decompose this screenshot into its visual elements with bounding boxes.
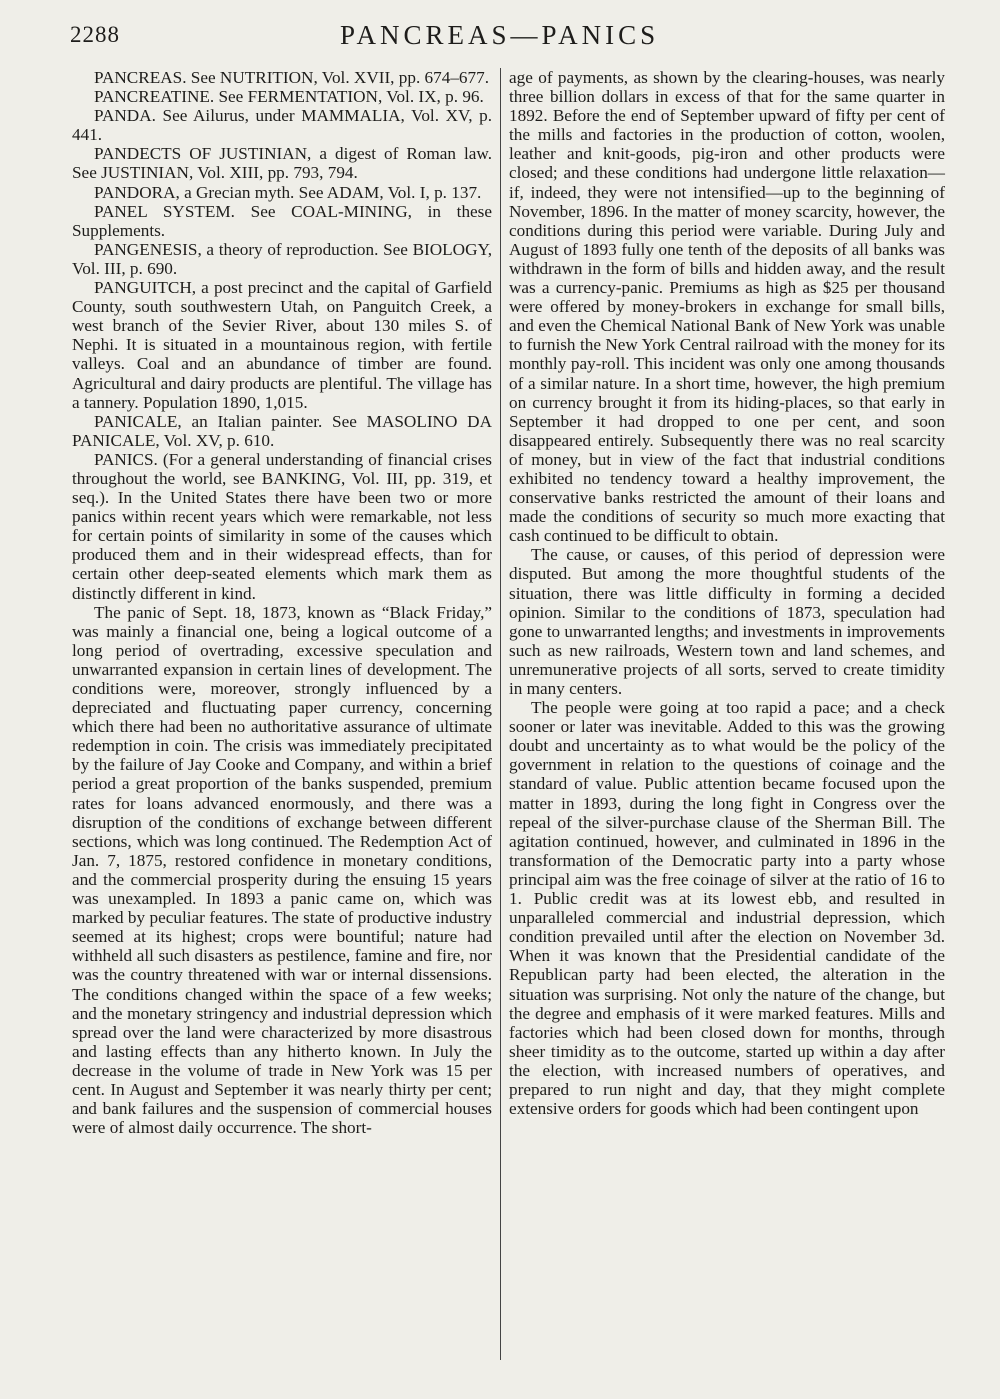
entry-panguitch: PANGUITCH, a post precinct and the capital of Garfield County, south southwestern Utah, on Panguitch Creek, a west branch of the Sevier River, about 130 miles S. of Nephi. It is situated in a mountainous region, with fertile valleys. Coal and an abundance of timber are found. Agricultural and dairy products are plentiful. The village has a tannery. Population 1890, 1,015. — [72, 278, 492, 412]
right-column — [509, 68, 945, 1118]
running-head-title: PANCREAS—PANICS — [340, 20, 660, 50]
panics-paragraph-1873: The panic of Sept. 18, 1873, known as “Black Friday,” was mainly a financial one, being a logical outcome of a long period of overtrading, excessive speculation and unwarranted expansion in certain lines of development. The conditions were, moreover, strongly influenced by a depreciated and fluctuating paper currency, concerning which there had been no authoritative assurance of ultimate redemption in coin. The crisis was immediately precipitated by the failure of Jay Cooke and Company, and within a brief period a great proportion of the banks suspended, premium rates for loans advanced enormously, and there was a disruption of the conditions of exchange between different sections, which was long continued. The Redemption Act of Jan. 7, 1875, restored confidence in monetary conditions, and the commercial prosperity during the ensuing 15 years was unexampled. In 1893 a panic came on, which was marked by peculiar features. The state of productive industry seemed at its highest; crops were bountiful; nature had withheld all such disasters as pestilence, famine and fire, nor was the country threatened with war or internal dissensions. The conditions changed within the space of a few weeks; and the monetary stringency and industrial depression which spread over the land were characterized by more disastrous and lasting effects than any hitherto known. In July the decrease in the volume of trade in New York was 15 per cent. In August and September it was nearly thirty per cent; and bank failures and the suspension of commercial houses were of almost daily occurrence. The short- — [72, 602, 492, 1138]
panics-paragraph-people: The people were going at too rapid a pace; and a check sooner or later was inevitable. Added to this was the growing doubt and uncertainty as to what would be the policy of the government in relation to the questions of coinage and the standard of value. Public attention became focused upon the matter in 1893, during the long fight in Congress over the repeal of the silver-purchase clause of the Sherman Bill. The agitation continued, however, and culminated in 1896 in the transformation of the Democratic party into a party whose principal aim was the free coinage of silver at the ratio of 16 to 1. Public credit was at its lowest ebb, and resulted in unparalleled commercial and industrial depression, which condition prevailed until after the election on November 3d. When it was known that the Presidential candidate of the Republican party had been elected, the alteration in the situation was surprising. Not only the nature of the change, but the degree and emphasis of it were marked features. Mills and factories which had been closed down for months, through sheer timidity as to the outcome, started up within a day after the election, with increased numbers of operatives, and prepared to run night and day, that they might complete extensive orders for goods which had been contingent upon — [509, 698, 945, 1119]
entry-panda: PANDA. See Ailurus, under MAMMALIA, Vol. XV, p. 441. — [72, 106, 492, 145]
panics-paragraph-continued: age of payments, as shown by the clearing-houses, was nearly three billion dollars in excess of that for the same quarter in 1892. Before the end of September upward of fifty per cent of the mills and factories in the production of cotton, woolen, leather and knit-goods, pig-iron and other products were closed; and these conditions had undergone little relaxation—if, indeed, they were not intensified—up to the beginning of November, 1896. In the matter of money scarcity, however, the conditions during this period were variable. During July and August of 1893 fully one tenth of the deposits of all banks was withdrawn in the form of bills and hidden away, and the result was a currency-panic. Premiums as high as $25 per thousand were offered by money-brokers in exchange for small bills, and even the Chemical National Bank of New York was unable to furnish the New York Central railroad with the money for its monthly pay-roll. This incident was only one among thousands of a similar nature. In a short time, however, the high premium on currency brought it from its hiding-places, so that early in September it had dropped to one per cent, and soon disappeared entirely. Subsequently there was no real scarcity of money, but in view of the fact that industrial conditions exhibited no tendency toward a healthy improvement, the conservative banks restricted the amount of their loans and made the conditions of security so much more exacting that cash continued to be difficult to obtain. — [509, 68, 945, 546]
entry-pancreas: PANCREAS. See NUTRITION, Vol. XVII, pp. 674–677. — [94, 68, 490, 87]
panics-paragraph-causes: The cause, or causes, of this period of depression were disputed. But among the more thoughtful students of the situation, there was little difficulty in forming a decided opinion. Similar to the conditions of 1873, speculation had gone to unwarranted lengths; and investments in improvements such as new railroads, Western town and land schemes, and unremunerative projects of all sorts, served to create timidity in many centers. — [509, 545, 945, 698]
entry-panics: PANICS. (For a general understanding of financial crises throughout the world, see BANKING, Vol. III, pp. 319, et seq.). In the United States there have been two or more panics within recent years which were remarkable, not less for certain points of similarity in some of the causes which produced them and in their widespread effects, than for certain other deep-seated elements which mark them as distinctly different in kind. — [72, 449, 492, 603]
entry-pandects: PANDECTS OF JUSTINIAN, a digest of Roman law. See JUSTINIAN, Vol. XIII, pp. 793, 794. — [72, 144, 492, 183]
column-divider — [500, 68, 501, 1360]
entry-panicale: PANICALE, an Italian painter. See MASOLINO DA PANICALE, Vol. XV, p. 610. — [72, 411, 492, 450]
left-column — [72, 68, 492, 1137]
entry-pancreatine: PANCREATINE. See FERMENTATION, Vol. IX, p. 96. — [94, 87, 484, 107]
entry-pangenesis: PANGENESIS, a theory of reproduction. See BIOLOGY, Vol. III, p. 690. — [72, 239, 492, 278]
entry-pandora: PANDORA, a Grecian myth. See ADAM, Vol. I, p. 137. — [94, 182, 482, 202]
entry-panel-system: PANEL SYSTEM. See COAL-MINING, in these Supplements. — [72, 201, 492, 240]
page-number: 2288 — [70, 22, 120, 47]
